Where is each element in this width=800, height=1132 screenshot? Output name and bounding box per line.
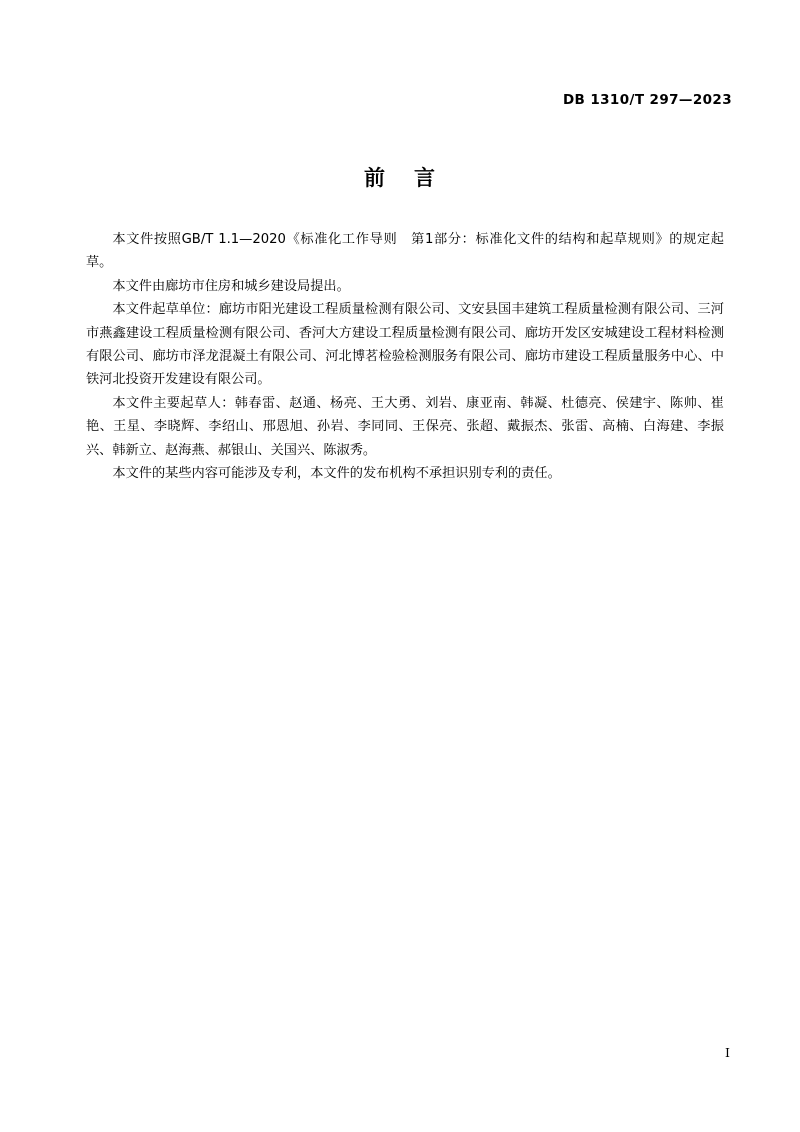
page-title-char-2: 言 (414, 166, 436, 190)
paragraph-5: 本文件的某些内容可能涉及专利，本文件的发布机构不承担识别专利的责任。 (112, 466, 561, 482)
paragraph-4: 本文件主要起草人：韩春雷、赵通、杨亮、王大勇、刘岩、康亚南、韩凝、杜德亮、侯建宇、陈帅、崔艳、王星、李晓辉、李绍山、邢恩旭、孙岩、李同同、王保亮、张超、戴振杰、张雷、高楠、白海建、李振兴、韩新立、赵海燕、郝银山、关国兴、陈淑秀。 (86, 395, 724, 458)
page-title-char-1: 前 (364, 166, 386, 190)
foreword-body (86, 228, 724, 485)
page-header-standard-number: DB 1310/T 297—2023 (562, 92, 732, 108)
paragraph-3: 本文件起草单位：廊坊市阳光建设工程质量检测有限公司、文安县国丰建筑工程质量检测有限公司、三河市燕鑫建设工程质量检测有限公司、香河大方建设工程质量检测有限公司、廊坊开发区安城建设工程材料检测有限公司、廊坊市泽龙混凝土有限公司、河北博茗检验检测服务有限公司、廊坊市建设工程质量服务中心、中铁河北投资开发建设有限公司。 (86, 302, 724, 388)
page-number: I (725, 1045, 730, 1060)
page-title (0, 162, 800, 192)
paragraph-2: 本文件由廊坊市住房和城乡建设局提出。 (112, 278, 350, 294)
paragraph-1: 本文件按照GB/T 1.1—2020《标准化工作导则 第1部分：标准化文件的结构和起草规则》的规定起草。 (86, 232, 724, 271)
